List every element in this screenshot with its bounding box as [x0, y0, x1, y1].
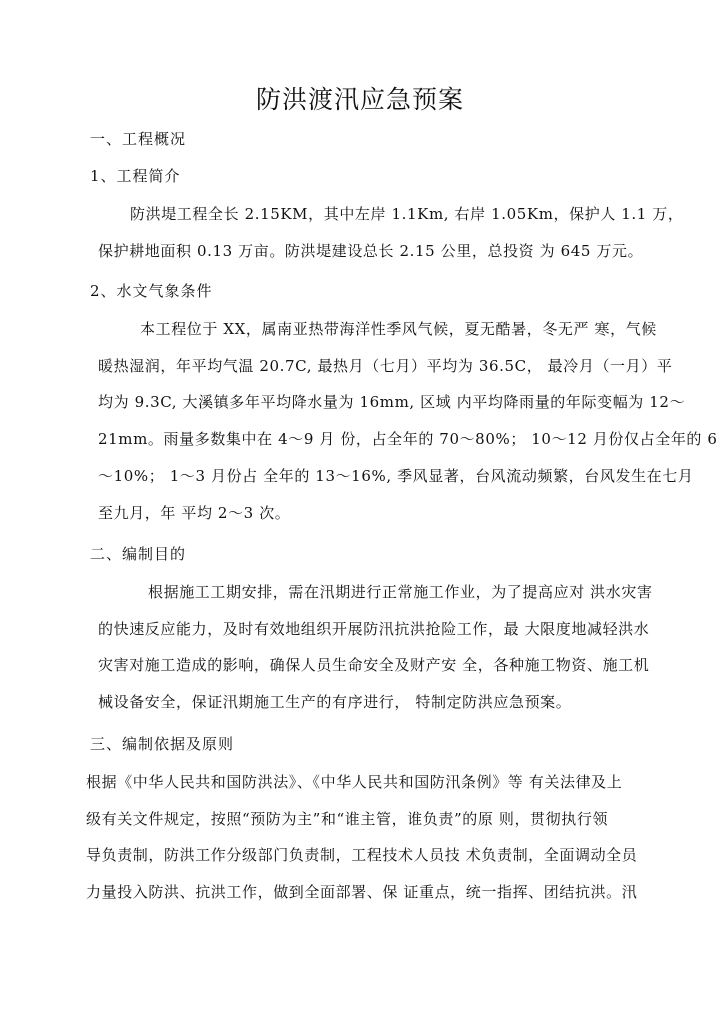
text-line: 级有关文件规定，按照“预防为主”和“谁主管，谁负责”的原 则，贯彻执行领 [86, 809, 609, 828]
paragraph-hydrology [98, 311, 718, 531]
text-line: 的快速反应能力，及时有效地组织开展防汛抗洪抢险工作，最 大限度地减轻洪水 [98, 619, 650, 638]
paragraph-basis [86, 764, 676, 911]
section-heading-purpose: 二、编制目的 [90, 545, 187, 563]
text-line: 根据《中华人民共和国防洪法》、《中华人民共和国防汛条例》等 有关法律及上 [86, 773, 623, 791]
section-heading-overview: 一、工程概况 [90, 130, 187, 148]
text-line: 本工程位于 XX，属南亚热带海洋性季风气候，夏无酷暑，冬无严 寒，气候 [140, 320, 657, 338]
paragraph-project-intro [98, 196, 684, 269]
text-line: 〜10%； 1〜3 月份占 全年的 13〜16%, 季风显著，台风流动频繁，台风发生在七月 [98, 466, 694, 485]
text-line: 至九月，年 平均 2〜3 次。 [98, 503, 291, 522]
text-line: 保护耕地面积 0.13 万亩。防洪堤建设总长 2.15 公里，总投资 为 645 万元。 [98, 241, 644, 260]
paragraph-purpose [98, 574, 678, 721]
text-line: 21mm。雨量多数集中在 4〜9 月 份，占全年的 70〜80%； 10〜12 月份仅占全年的 6 [98, 430, 718, 449]
text-line: 防洪堤工程全长 2.15KM，其中左岸 1.1Km, 右岸 1.05Km，保护人 1.1 万， [130, 205, 684, 223]
text-line: 灾害对施工造成的影响，确保人员生命安全及财产安 全，各种施工物资、施工机 [98, 656, 650, 675]
text-line: 均为 9.3C, 大溪镇多年平均降水量为 16mm, 区域 内平均降雨量的年际变幅为 12〜 [98, 393, 686, 412]
text-line: 导负责制，防洪工作分级部门负责制，工程技术人员技 术负责制，全面调动全员 [86, 846, 638, 865]
subsection-heading-intro: 1、工程简介 [90, 167, 181, 185]
section-heading-basis: 三、编制依据及原则 [90, 735, 235, 753]
text-line: 力量投入防洪、抗洪工作，做到全面部署、保 证重点，统一指挥、团结抗洪。汛 [86, 883, 638, 902]
text-line: 根据施工工期安排，需在汛期进行正常施工作业，为了提高应对 洪水灾害 [148, 583, 653, 601]
subsection-heading-hydro: 2、水文气象条件 [90, 282, 213, 300]
document-title: 防洪渡汛应急预案 [255, 85, 464, 114]
text-line: 暖热湿润，年平均气温 20.7C, 最热月（七月）平均为 36.5C， 最冷月（一月）平 [98, 356, 673, 375]
text-line: 械设备安全，保证汛期施工生产的有序进行， 特制定防洪应急预案。 [98, 693, 572, 712]
